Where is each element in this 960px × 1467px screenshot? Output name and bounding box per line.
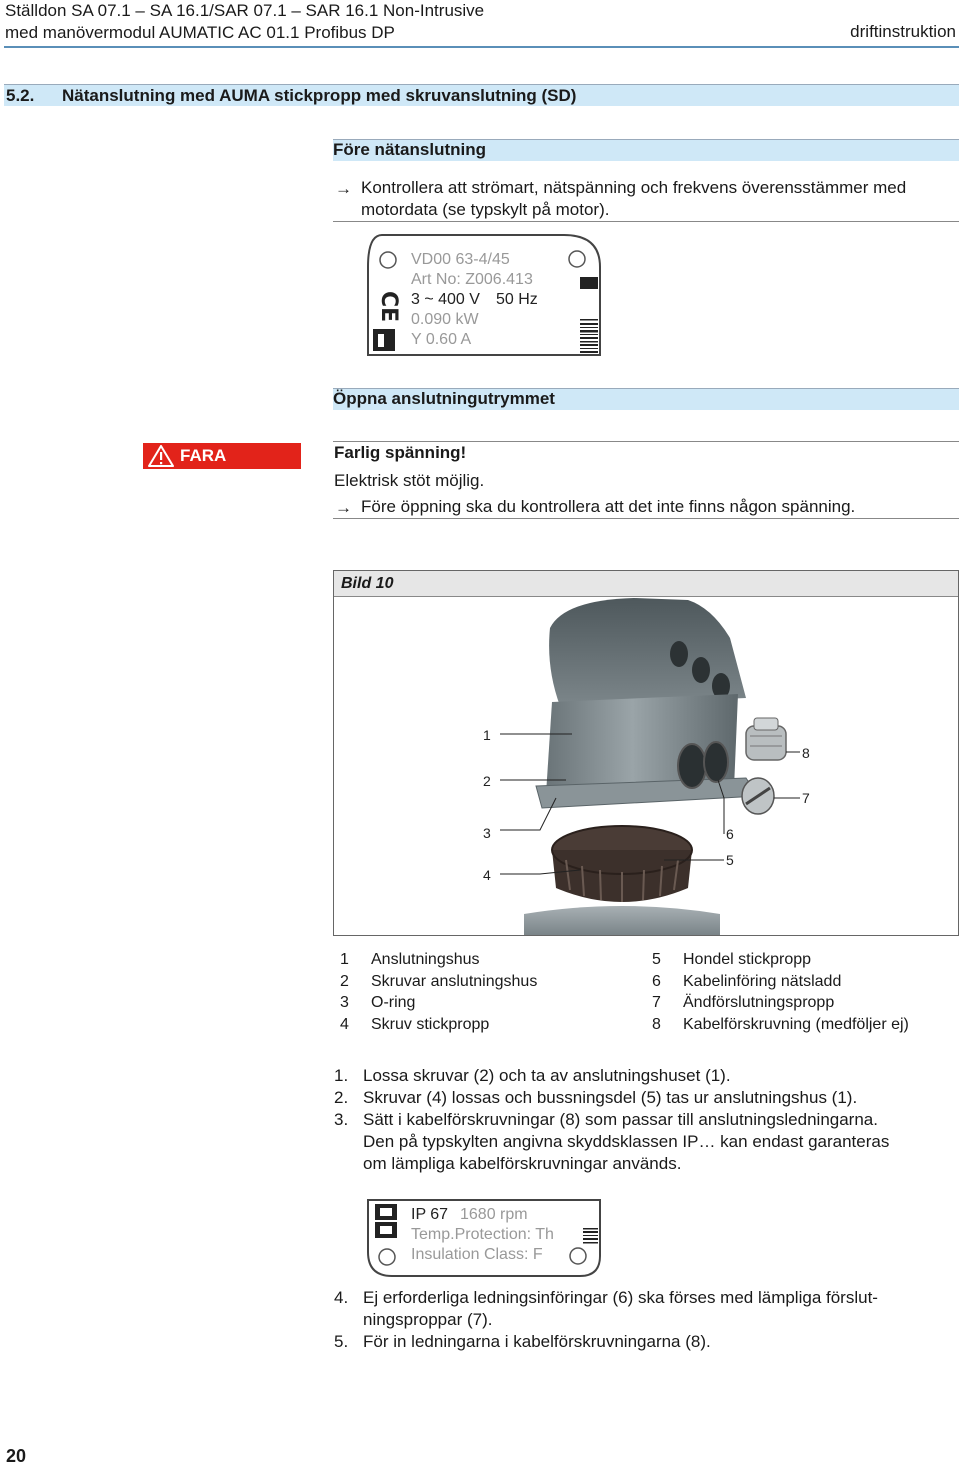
header-line-2: med manövermodul AUMATIC AC 01.1 Profibus DP — [5, 23, 395, 42]
callout-6: 6 — [726, 826, 734, 842]
callout-4: 4 — [483, 867, 491, 883]
end-plug — [742, 778, 774, 814]
header-title — [5, 0, 484, 44]
rule — [333, 518, 959, 519]
header-line-1: Ställdon SA 07.1 – SA 16.1/SAR 07.1 – SAR 16.1 Non-Intrusive — [5, 1, 485, 20]
legend-item: 3 O-ring — [340, 994, 416, 1011]
step-item: Den på typskylten angivna skyddsklassen IP… kan endast garanteras — [363, 1132, 890, 1151]
socket-insert — [552, 826, 692, 902]
rule — [333, 221, 959, 222]
callout-3: 3 — [483, 825, 491, 841]
callout-7: 7 — [802, 790, 810, 806]
legend-item: 8 Kabelförskruvning (medföljer ej) — [652, 1015, 909, 1033]
section-title: Nätanslutning med AUMA stickpropp med skruvanslutning (SD) — [62, 86, 577, 105]
warning-line-1: Elektrisk stöt möjlig. — [334, 471, 485, 490]
before-text-2: motordata (se typskylt på motor). — [361, 200, 610, 219]
nameplate-ip-rating: IP 67 — [411, 1206, 449, 1223]
step-item: ningsproppar (7). — [363, 1310, 493, 1329]
step-item: 4. Ej erforderliga ledningsinföringar (6) ska förses med lämpliga förslut- — [334, 1288, 878, 1307]
step-item: 5. För in ledningarna i kabelförskruvningarna (8). — [334, 1332, 711, 1351]
nameplate-power: 0.090 kW — [411, 311, 479, 328]
header-rule — [4, 46, 959, 48]
legend-list-right — [652, 949, 909, 1035]
legend-list-left — [340, 949, 537, 1035]
page-number: 20 — [6, 1446, 27, 1466]
subheading-open: Öppna anslutningutrymmet — [333, 389, 555, 408]
warning-triangle-icon — [148, 445, 174, 467]
legend-item: 2 Skruvar anslutningshus — [340, 972, 538, 990]
warning-title: Farlig spänning! — [334, 443, 467, 462]
cable-gland — [746, 718, 786, 760]
nameplate-line-2: Art No: Z006.413 — [411, 271, 533, 288]
arrow-icon: → — [335, 498, 352, 517]
legend-item: 6 Kabelinföring nätsladd — [652, 972, 842, 990]
nameplate-rpm: 1680 rpm — [460, 1206, 528, 1223]
subheading-before: Före nätanslutning — [333, 140, 486, 159]
step-item: 2. Skruvar (4) lossas och bussningsdel (5) tas ur anslutningshus (1). — [334, 1088, 858, 1107]
legend-item: 1 Anslutningshus — [340, 951, 480, 968]
callout-5: 5 — [726, 852, 734, 868]
section-number: 5.2. — [6, 86, 35, 105]
nameplate-current: Y 0.60 A — [411, 331, 472, 348]
legend-item: 4 Skruv stickpropp — [340, 1015, 490, 1033]
callout-1: 1 — [483, 727, 491, 743]
svg-text:CE: CE — [376, 291, 401, 323]
danger-badge-label: FARA — [180, 446, 227, 465]
legend-item: 7 Ändförslutningspropp — [652, 994, 835, 1011]
callout-2: 2 — [483, 773, 491, 789]
nameplate-line-1: VD00 63-4/45 — [411, 251, 510, 268]
step-list — [334, 1065, 889, 1175]
step-item: 1. Lossa skruvar (2) och ta av anslutningshuset (1). — [334, 1066, 731, 1085]
nameplate-temp-protection: Temp.Protection: Th — [411, 1226, 554, 1243]
step-item: om lämpliga kabelförskruvningar används. — [363, 1154, 682, 1173]
step-list-2 — [334, 1287, 878, 1353]
figure-header — [334, 571, 958, 597]
figure-title: Bild 10 — [341, 575, 394, 592]
step-item: 3. Sätt i kabelförskruvningar (8) som passar till anslutningsledningarna. — [334, 1110, 878, 1129]
connection-housing-illustration — [334, 598, 958, 935]
warning-line-2: Före öppning ska du kontrollera att det inte finns någon spänning. — [361, 497, 856, 516]
callout-8: 8 — [802, 745, 810, 761]
arrow-icon: → — [335, 179, 352, 198]
nameplate-frequency: 50 Hz — [496, 291, 538, 308]
legend-item: 5 Hondel stickpropp — [652, 951, 812, 968]
nameplate-insulation: Insulation Class: F — [411, 1246, 543, 1263]
danger-badge — [143, 443, 301, 469]
nameplate-voltage: 3 ~ 400 V — [411, 291, 480, 308]
before-text-1: Kontrollera att strömart, nätspänning och frekvens överensstämmer med — [361, 178, 907, 197]
header-doc-type: driftinstruktion — [850, 22, 956, 41]
